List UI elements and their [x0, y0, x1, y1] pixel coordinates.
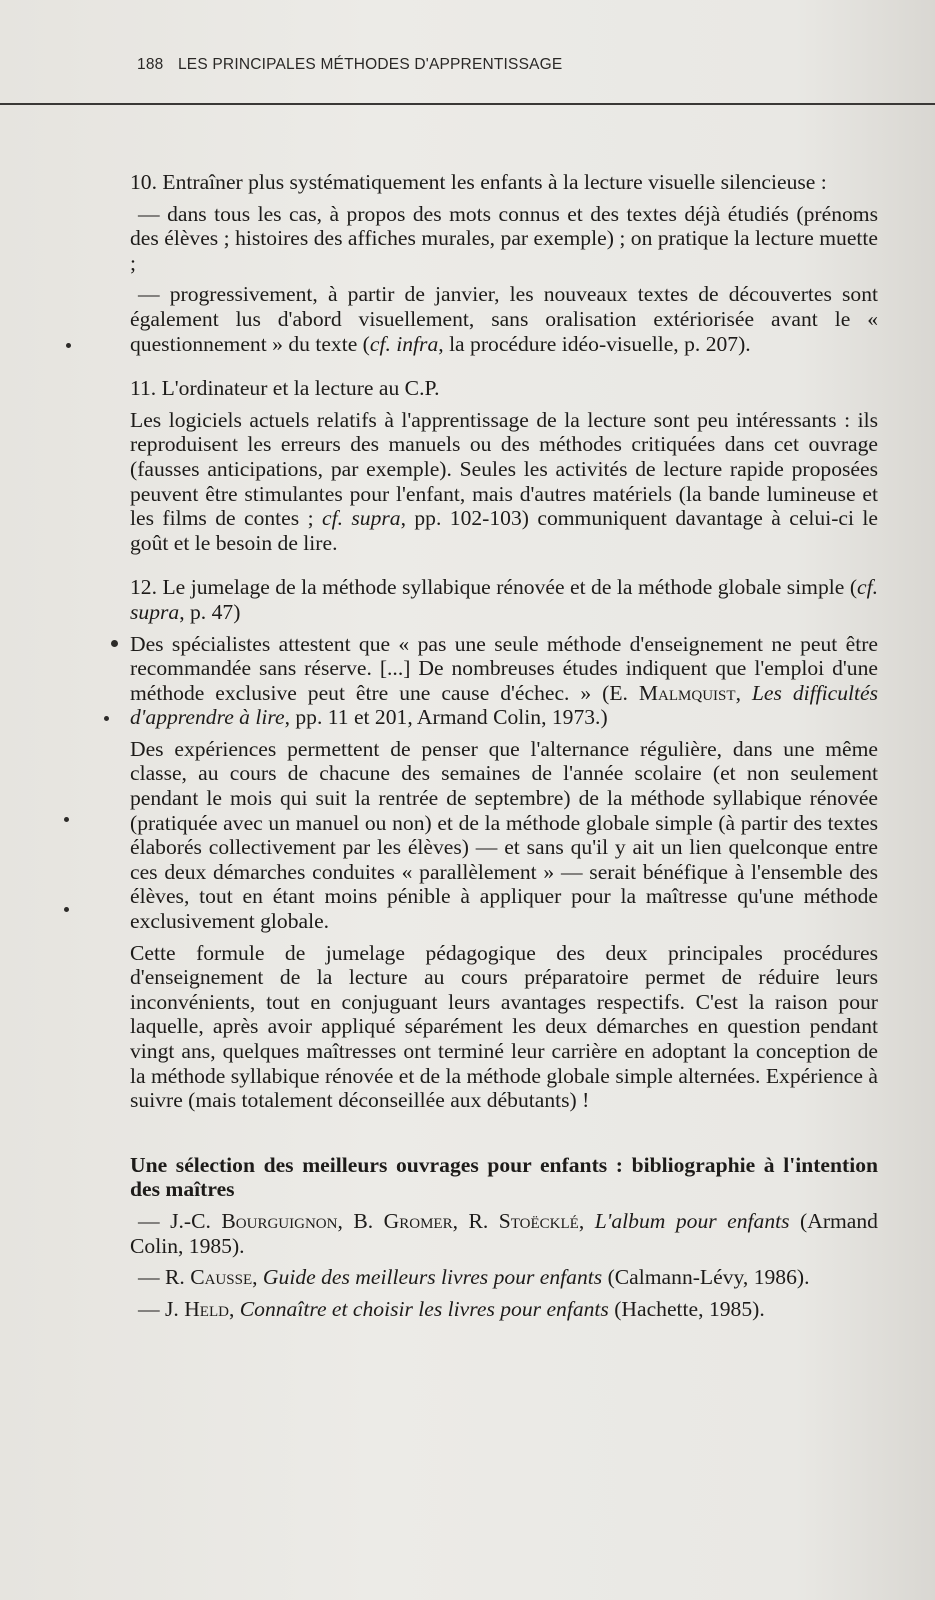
citation-italic: cf. supra [321, 506, 401, 531]
text-run: , [252, 1265, 263, 1290]
citation-italic: cf. supra [130, 575, 878, 624]
section-12-paragraph-1 [130, 632, 878, 730]
section-12-paragraph-2: Des expériences permettent de penser que l'alternance régulière, dans une même classe, au cours de chacune des semaines de l'année scolaire (et non seulement pendant le mois qui suit la rentrée de septembre) de la méthode syllabique rénovée (pratiquée avec un manuel ou non) et de la méthode globale simple (à partir des textes élaborés collectivement par les élèves) — et sans qu'il y ait un lien quelconque entre ces deux démarches conduites « parallèlement » — serait bénéfique à l'ensemble des élèves, tout en étant moins pénible à appliquer pour la maîtresse qu'une méthode exclusivement globale. [130, 736, 878, 934]
author-name: Malmquist [638, 680, 736, 705]
author-name: R. Causse [165, 1265, 253, 1290]
text-run: , pp. 11 et 201, Armand Colin, 1973.) [284, 705, 608, 730]
section-10-title: 10. Entraîner plus systématiquement les enfants à la lecture visuelle silencieuse : [130, 170, 827, 194]
section-11-paragraph-1 [130, 408, 878, 556]
text-run: , la procédure idéo-visuelle, p. 207). [438, 331, 751, 356]
author-name: J. Held [165, 1296, 229, 1321]
section-12-title [130, 575, 878, 624]
section-10-paragraph-1: — dans tous les cas, à propos des mots connus et des textes déjà étudiés (prénoms des élèves ; histoires des affiches murales, par exemple) ; on pratique la lecture muette ; [130, 201, 878, 275]
text-run: , [735, 680, 752, 705]
author-name: J.-C. Bourguignon, B. Gromer, R. Stoëcklé [170, 1208, 579, 1233]
text-run: , [228, 1296, 240, 1321]
publisher: (Calmann-Lévy, 1986). [602, 1265, 810, 1290]
book-title: Connaître et choisir les livres pour enfants [239, 1296, 609, 1321]
bibliography-item [130, 1209, 878, 1258]
text-run: Les logiciels actuels relatifs à l'apprentissage de la lecture sont peu intéressants : ils reproduisent les erreurs des manuels ou des méthodes critiquées dans cet ouvrage (fausses anticipations, par exemple). Seules les activités de lecture rapide proposées peuvent être stimulantes pour l'enfant, mais d'autres matériels (la bande lumineuse et les films de contes ; [130, 407, 878, 531]
text-run: , pp. 102-103) communiquent davantage à celui-ci le goût et le besoin de lire. [130, 506, 878, 555]
scan-speck [64, 907, 69, 912]
bibliography-item [130, 1297, 878, 1322]
running-header [137, 56, 562, 74]
scan-speck [66, 343, 71, 348]
dash: — [138, 1208, 171, 1233]
header-rule [0, 103, 935, 105]
running-title: LES PRINCIPALES MÉTHODES D'APPRENTISSAGE [177, 56, 563, 73]
scan-speck [64, 817, 69, 822]
scan-speck [104, 716, 109, 721]
section-10-paragraph-2 [130, 282, 878, 356]
scan-speck [111, 640, 118, 647]
section-11-title: 11. L'ordinateur et la lecture au C.P. [130, 376, 440, 401]
book-title: Les difficultés d'apprendre à lire [130, 680, 879, 730]
text-run: 12. Le jumelage de la méthode syllabique rénovée et de la méthode globale simple ( [130, 575, 858, 600]
text-run: , p. 47) [179, 599, 241, 624]
text-run: Des spécialistes attestent que « pas une seule méthode d'enseignement ne peut être recommandée sans réserve. [...] De nombreuses études indiquent que l'emploi d'une méthode exclusive peut être une cause d'échec. » (E. [130, 631, 878, 705]
book-title: Guide des meilleurs livres pour enfants [262, 1265, 603, 1290]
text-run: — progressivement, à partir de janvier, les nouveaux textes de découvertes sont également lus d'abord visuellement, sans oralisation extériorisée avant le « questionnement » du texte ( [130, 282, 878, 356]
page-number: 188 [137, 56, 164, 73]
bibliography-title: Une sélection des meilleurs ouvrages pour enfants : bibliographie à l'intention des maîtres [130, 1152, 878, 1202]
citation-italic: cf. infra [369, 331, 439, 356]
dash: — [138, 1265, 165, 1290]
publisher: (Armand Colin, 1985). [130, 1208, 878, 1258]
book-title: L'album pour enfants [594, 1208, 790, 1233]
dash: — [138, 1296, 165, 1321]
section-12-paragraph-3: Cette formule de jumelage pédagogique des deux principales procédures d'enseignement de la lecture au cours préparatoire permet de réduire leurs inconvénients, tout en conjuguant leurs avantages respectifs. C'est la raison pour laquelle, après avoir appliqué séparément les deux démarches en question pendant vingt ans, quelques maîtresses ont terminé leur carrière en adoptant la conception de la méthode syllabique rénovée et de la méthode globale simple alternées. Expérience à suivre (mais totalement déconseillée aux débutants) ! [130, 940, 878, 1113]
bibliography-item [130, 1265, 878, 1290]
page-body [130, 170, 878, 1328]
publisher: (Hachette, 1985). [608, 1296, 765, 1321]
text-run: , [578, 1208, 595, 1233]
